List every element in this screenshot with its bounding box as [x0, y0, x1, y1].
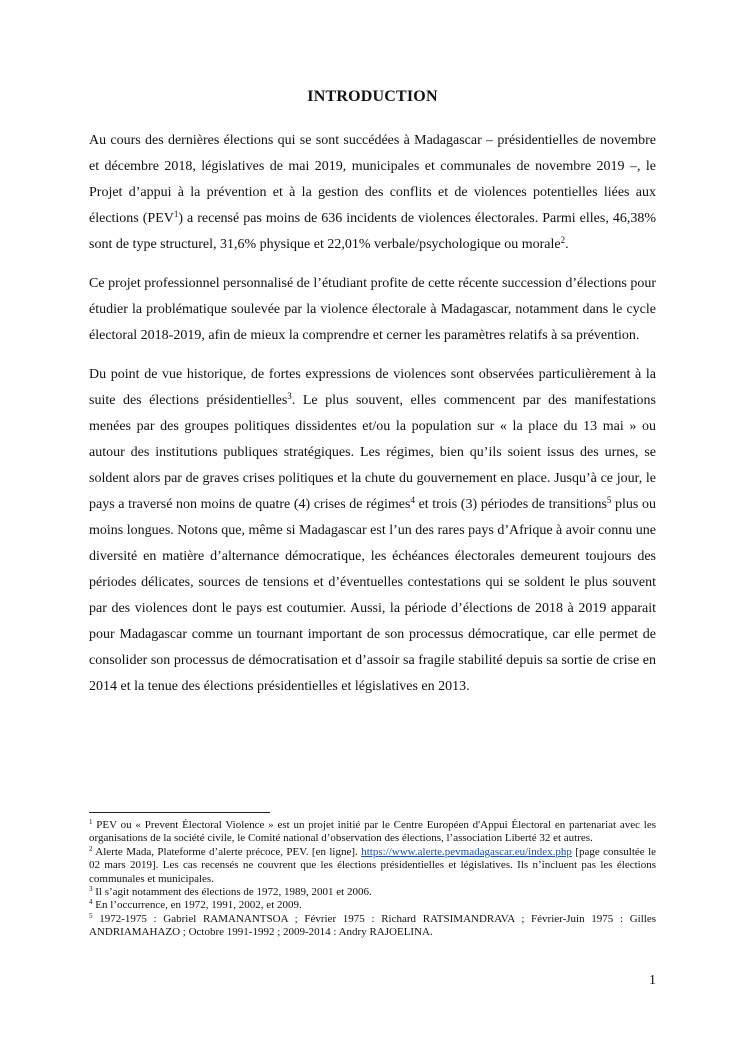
footnote-separator — [89, 812, 270, 813]
page-title: INTRODUCTION — [307, 88, 438, 105]
footnote-2-link[interactable]: https://www.alerte.pevmadagascar.eu/index.php — [361, 845, 572, 858]
footnote-5: $^5$ 1972-1975 : Gabriel RAMANANTSOA ; Février 1975 : Richard RATSIMANDRAVA ; Février-Juin 1975 : Gilles ANDRIAMAHAZO ; Octobre 1991-1992 ; 2009-2014 : Andry RAJOELINA. — [89, 911, 656, 939]
footnote-ref-5[interactable]: 5 — [606, 495, 612, 505]
footnote-ref-4[interactable]: 4 — [410, 495, 415, 505]
footnote-1: $^1$ PEV ou « Prevent Électoral Violence » est un projet initié par le Centre Européen d'Appui Électoral en partenariat avec les organisations de la société civile, le Comité national d’observation des élections, l’association Liberté 32 et autres. — [89, 818, 656, 845]
page-number: 1 — [649, 973, 656, 988]
footnote-4: $^4$ En l’occurrence, en 1972, 1991, 2002, et 2009. — [89, 898, 302, 912]
footnote-3: $^3$ Il s’agit notamment des élections de 1972, 1989, 2001 et 2006. — [89, 885, 372, 899]
paragraph-1: Au cours des dernières élections qui se sont succédées à Madagascar – présidentielles de novembre et décembre 2018, législatives de mai 2019, municipales et communales de novembre 2019 –, le Projet d’appui à la prévention et à la gestion des conflits et de violences potentielles liées aux élections (PEV$^1$) a recensé pas moins de 636 incidents de violences électorales. Parmi elles, 46,38% sont de type structurel, 31,6% physique et 22,01% verbale/psychologique ou morale$^2$. — [89, 133, 656, 252]
footnote-ref-2[interactable]: 2 — [560, 235, 566, 245]
paragraph-3: Du point de vue historique, de fortes expressions de violences sont observées particulièrement à la suite des élections présidentielles$^3$. Le plus souvent, elles commencent par des manifestations menées par des groupes politiques dissidentes et/ou la population sur « la place du 13 mai » ou autour des institutions publiques stratégiques. Les régimes, bien qu’ils soient issus des urnes, se soldent alors par de graves crises politiques et la chute du gouvernement en place. Jusqu’à ce jour, le pays a traversé non moins de quatre (4) crises de régimes$^4$ et trois (3) périodes de transitions$^5$ plus ou moins longues. Notons que, même si Madagascar est l’un des rares pays d’Afrique à avoir connu une diversité en matière d’alternance démocratique, les échéances électorales demeurent toujours des périodes délicates, sources de tensions et d’éventuelles contestations qui se soldent le plus souvent par des violences dont le pays est coutumier. Aussi, la période d’élections de 2018 à 2019 apparait pour Madagascar comme un tournant important de son processus démocratique, car elle permet de consolider son processus de démocratisation et d’assoir sa fragile stabilité depuis sa sortie de crise en 2014 et la tenue des élections présidentielles et législatives en 2013. — [89, 367, 656, 694]
footnote-2: $^2$ Alerte Mada, Plateforme d’alerte précoce, PEV. [en ligne]. https://www.alerte.pevmadagascar.eu/index.php [page consultée le 02 mars 2019]. Les cas recensés ne couvrent que les élections présidentielles et législatives. Ils n’incluent pas les élections communales et municipales. — [89, 844, 657, 885]
paragraph-2: Ce projet professionnel personnalisé de l’étudiant profite de cette récente succession d’élections pour étudier la problématique soulevée par la violence électorale à Madagascar, notamment dans le cycle électoral 2018-2019, afin de mieux la comprendre et cerner les paramètres relatifs à sa prévention. — [89, 276, 656, 343]
footnote-ref-1[interactable]: 1 — [173, 209, 179, 219]
footnotes — [89, 819, 656, 940]
body-text — [89, 128, 656, 713]
footnote-ref-3[interactable]: 3 — [287, 391, 292, 401]
